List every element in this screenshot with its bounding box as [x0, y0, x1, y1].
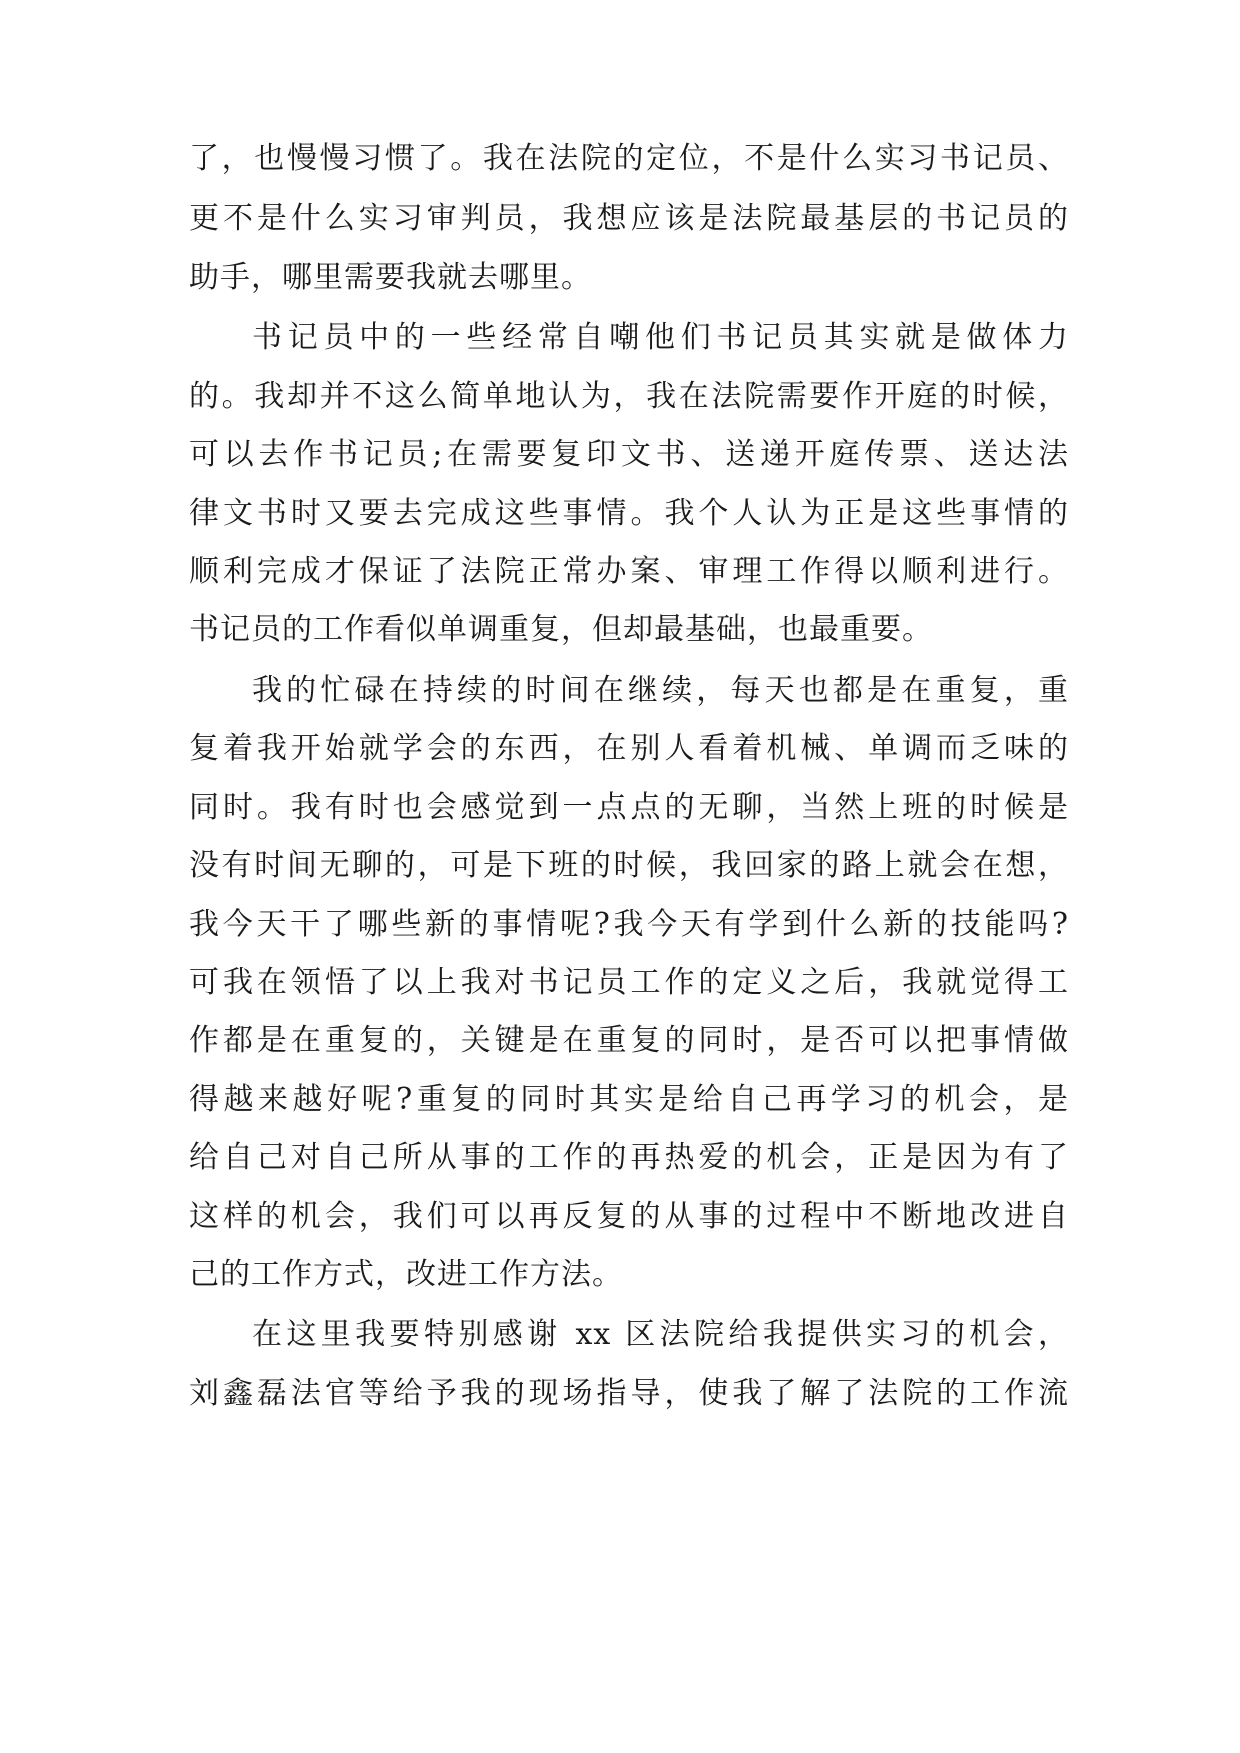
text-line-12: 同时。我有时也会感觉到一点点的无聊，当然上班的时候是: [189, 790, 1069, 825]
text-line-17: 得越来越好呢?重复的同时其实是给自己再学习的机会，是: [189, 1082, 1069, 1117]
text-line-20: 己的工作方式，改进工作方法。: [189, 1257, 623, 1292]
text-line-4: 书记员中的一些经常自嘲他们书记员其实就是做体力: [252, 320, 1069, 355]
text-line-16: 作都是在重复的，关键是在重复的同时，是否可以把事情做: [189, 1023, 1069, 1058]
text-line-10: 我的忙碌在持续的时间在继续，每天也都是在重复，重: [252, 673, 1069, 708]
text-line-21: 在这里我要特别感谢 xx 区法院给我提供实习的机会，: [252, 1317, 1069, 1352]
text-line-2: 更不是什么实习审判员，我想应该是法院最基层的书记员的: [189, 201, 1069, 236]
text-line-19: 这样的机会，我们可以再反复的从事的过程中不断地改进自: [189, 1199, 1069, 1234]
text-line-3: 助手，哪里需要我就去哪里。: [189, 260, 592, 295]
text-line-13: 没有时间无聊的，可是下班的时候，我回家的路上就会在想，: [189, 848, 1069, 883]
text-line-22: 刘鑫磊法官等给予我的现场指导，使我了解了法院的工作流: [189, 1376, 1069, 1411]
text-line-11: 复着我开始就学会的东西，在别人看着机械、单调而乏味的: [189, 731, 1069, 766]
text-line-15: 可我在领悟了以上我对书记员工作的定义之后，我就觉得工: [189, 965, 1069, 1000]
text-line-8: 顺利完成才保证了法院正常办案、审理工作得以顺利进行。: [189, 554, 1069, 589]
text-line-1: 了，也慢慢习惯了。我在法院的定位，不是什么实习书记员、: [189, 141, 1069, 176]
text-line-6: 可以去作书记员;在需要复印文书、送递开庭传票、送达法: [189, 437, 1069, 472]
text-line-9: 书记员的工作看似单调重复，但却最基础，也最重要。: [189, 612, 933, 647]
text-line-7: 律文书时又要去完成这些事情。我个人认为正是这些事情的: [189, 496, 1069, 531]
text-line-14: 我今天干了哪些新的事情呢?我今天有学到什么新的技能吗?: [189, 907, 1069, 942]
text-line-18: 给自己对自己所从事的工作的再热爱的机会，正是因为有了: [189, 1140, 1069, 1175]
text-line-5: 的。我却并不这么简单地认为，我在法院需要作开庭的时候，: [189, 379, 1069, 414]
